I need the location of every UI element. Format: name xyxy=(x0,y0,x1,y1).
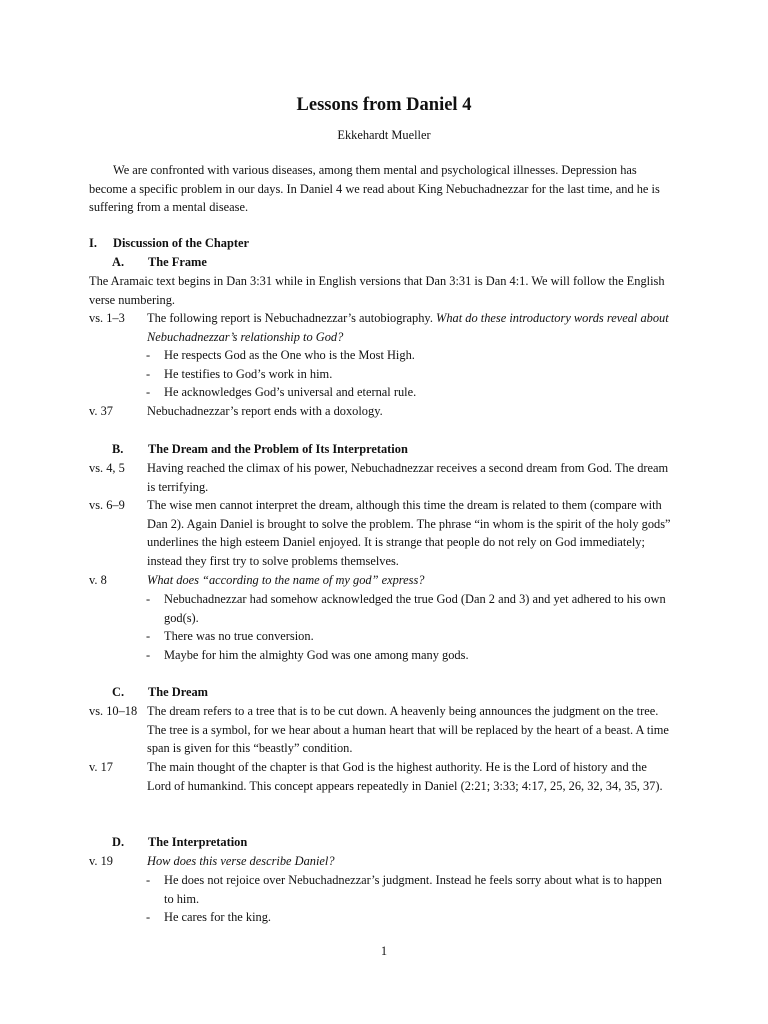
verse-question: What do these introductory words reveal about Nebuchadnezzar’s relationship to God? xyxy=(147,311,669,344)
verse-text: Nebuchadnezzar’s report ends with a doxology. xyxy=(147,404,383,418)
section-number: I. xyxy=(89,236,97,250)
subsection-number: D. xyxy=(112,835,125,849)
subsection-heading-c xyxy=(112,683,208,702)
verse-label: vs. 1–3 xyxy=(89,311,125,325)
verse-row xyxy=(89,402,673,421)
bullet-item: - He acknowledges God’s universal and eternal rule. xyxy=(146,385,417,399)
document-author: Ekkehardt Mueller xyxy=(337,128,431,142)
subsection-number: B. xyxy=(112,442,124,456)
verse-row xyxy=(89,702,673,758)
verse-label: v. 19 xyxy=(89,854,113,868)
subsection-heading-a xyxy=(112,253,207,272)
bullet-item: - Maybe for him the almighty God was one among many gods. xyxy=(146,648,469,662)
bullet-item: - He does not rejoice over Nebuchadnezzar’s judgment. Instead he feels sorry about what is to happen to him. xyxy=(146,873,662,906)
subsection-title: The Interpretation xyxy=(148,835,248,849)
subsection-number: C. xyxy=(112,685,125,699)
verse-row xyxy=(89,571,673,590)
verse-label: v. 37 xyxy=(89,404,113,418)
verse-label: vs. 10–18 xyxy=(89,704,138,718)
page-number: 1 xyxy=(380,944,388,958)
verse-label: vs. 6–9 xyxy=(89,498,125,512)
subsection-title: The Dream and the Problem of Its Interpretation xyxy=(148,442,408,456)
verse-label: vs. 4, 5 xyxy=(89,461,125,475)
section-title: Discussion of the Chapter xyxy=(113,236,249,250)
subsection-title: The Frame xyxy=(148,255,207,269)
frame-paragraph: The Aramaic text begins in Dan 3:31 while in English versions that Dan 3:31 is Dan 4:1. We will follow the English verse numbering. xyxy=(89,274,665,307)
verse-row xyxy=(89,758,673,795)
verse-row xyxy=(89,852,673,871)
verse-row xyxy=(89,459,673,496)
verse-text: The dream refers to a tree that is to be cut down. A heavenly being announces the judgment on the tree. The tree is a symbol, for we hear about a human heart that will be replaced by the heart of a beast. A time span is given for this “beastly” condition. xyxy=(147,704,669,756)
verse-row xyxy=(89,309,673,346)
subsection-number: A. xyxy=(112,255,125,269)
bullet-item: - He testifies to God’s work in him. xyxy=(146,367,333,381)
verse-label: v. 17 xyxy=(89,760,113,774)
bullet-item: - He cares for the king. xyxy=(146,910,271,924)
subsection-heading-d xyxy=(112,833,247,852)
section-heading xyxy=(89,234,249,253)
verse-question: How does this verse describe Daniel? xyxy=(147,854,335,868)
intro-paragraph: We are confronted with various diseases, among them mental and psychological illnesses. Depression has become a specific problem in our days. In Daniel 4 we read about King Nebuchadnezzar for the last time, and he is suffering from a mental disease. xyxy=(89,163,660,215)
bullet-item: - He respects God as the One who is the Most High. xyxy=(146,348,415,362)
subsection-title: The Dream xyxy=(148,685,208,699)
document-title: Lessons from Daniel 4 xyxy=(296,95,472,115)
verse-text: The following report is Nebuchadnezzar’s autobiography. What do these introductory words reveal about Nebuchadnezzar’s relationship to God? xyxy=(147,311,669,344)
verse-text: The wise men cannot interpret the dream, although this time the dream is related to them (compare with Dan 2). Again Daniel is brought to solve the problem. The phrase “in whom is the spirit of the holy gods” underlines the high esteem Daniel enjoyed. It is strange that people do not rely on God immediately; instead they first try to solve problems themselves. xyxy=(147,498,671,568)
verse-text: Having reached the climax of his power, Nebuchadnezzar receives a second dream from God. The dream is terrifying. xyxy=(147,461,669,494)
verse-text: The main thought of the chapter is that God is the highest authority. He is the Lord of history and the Lord of humankind. This concept appears repeatedly in Daniel (2:21; 3:33; 4:17, 25, 26, 32, 34, 35, 37). xyxy=(147,760,663,793)
bullet-item: - There was no true conversion. xyxy=(146,629,314,643)
verse-question: What does “according to the name of my god” express? xyxy=(147,573,425,587)
subsection-heading-b xyxy=(112,440,408,459)
verse-row xyxy=(89,496,673,570)
bullet-item: - Nebuchadnezzar had somehow acknowledged the true God (Dan 2 and 3) and yet adhered to his own god(s). xyxy=(146,592,666,625)
verse-label: v. 8 xyxy=(89,573,107,587)
